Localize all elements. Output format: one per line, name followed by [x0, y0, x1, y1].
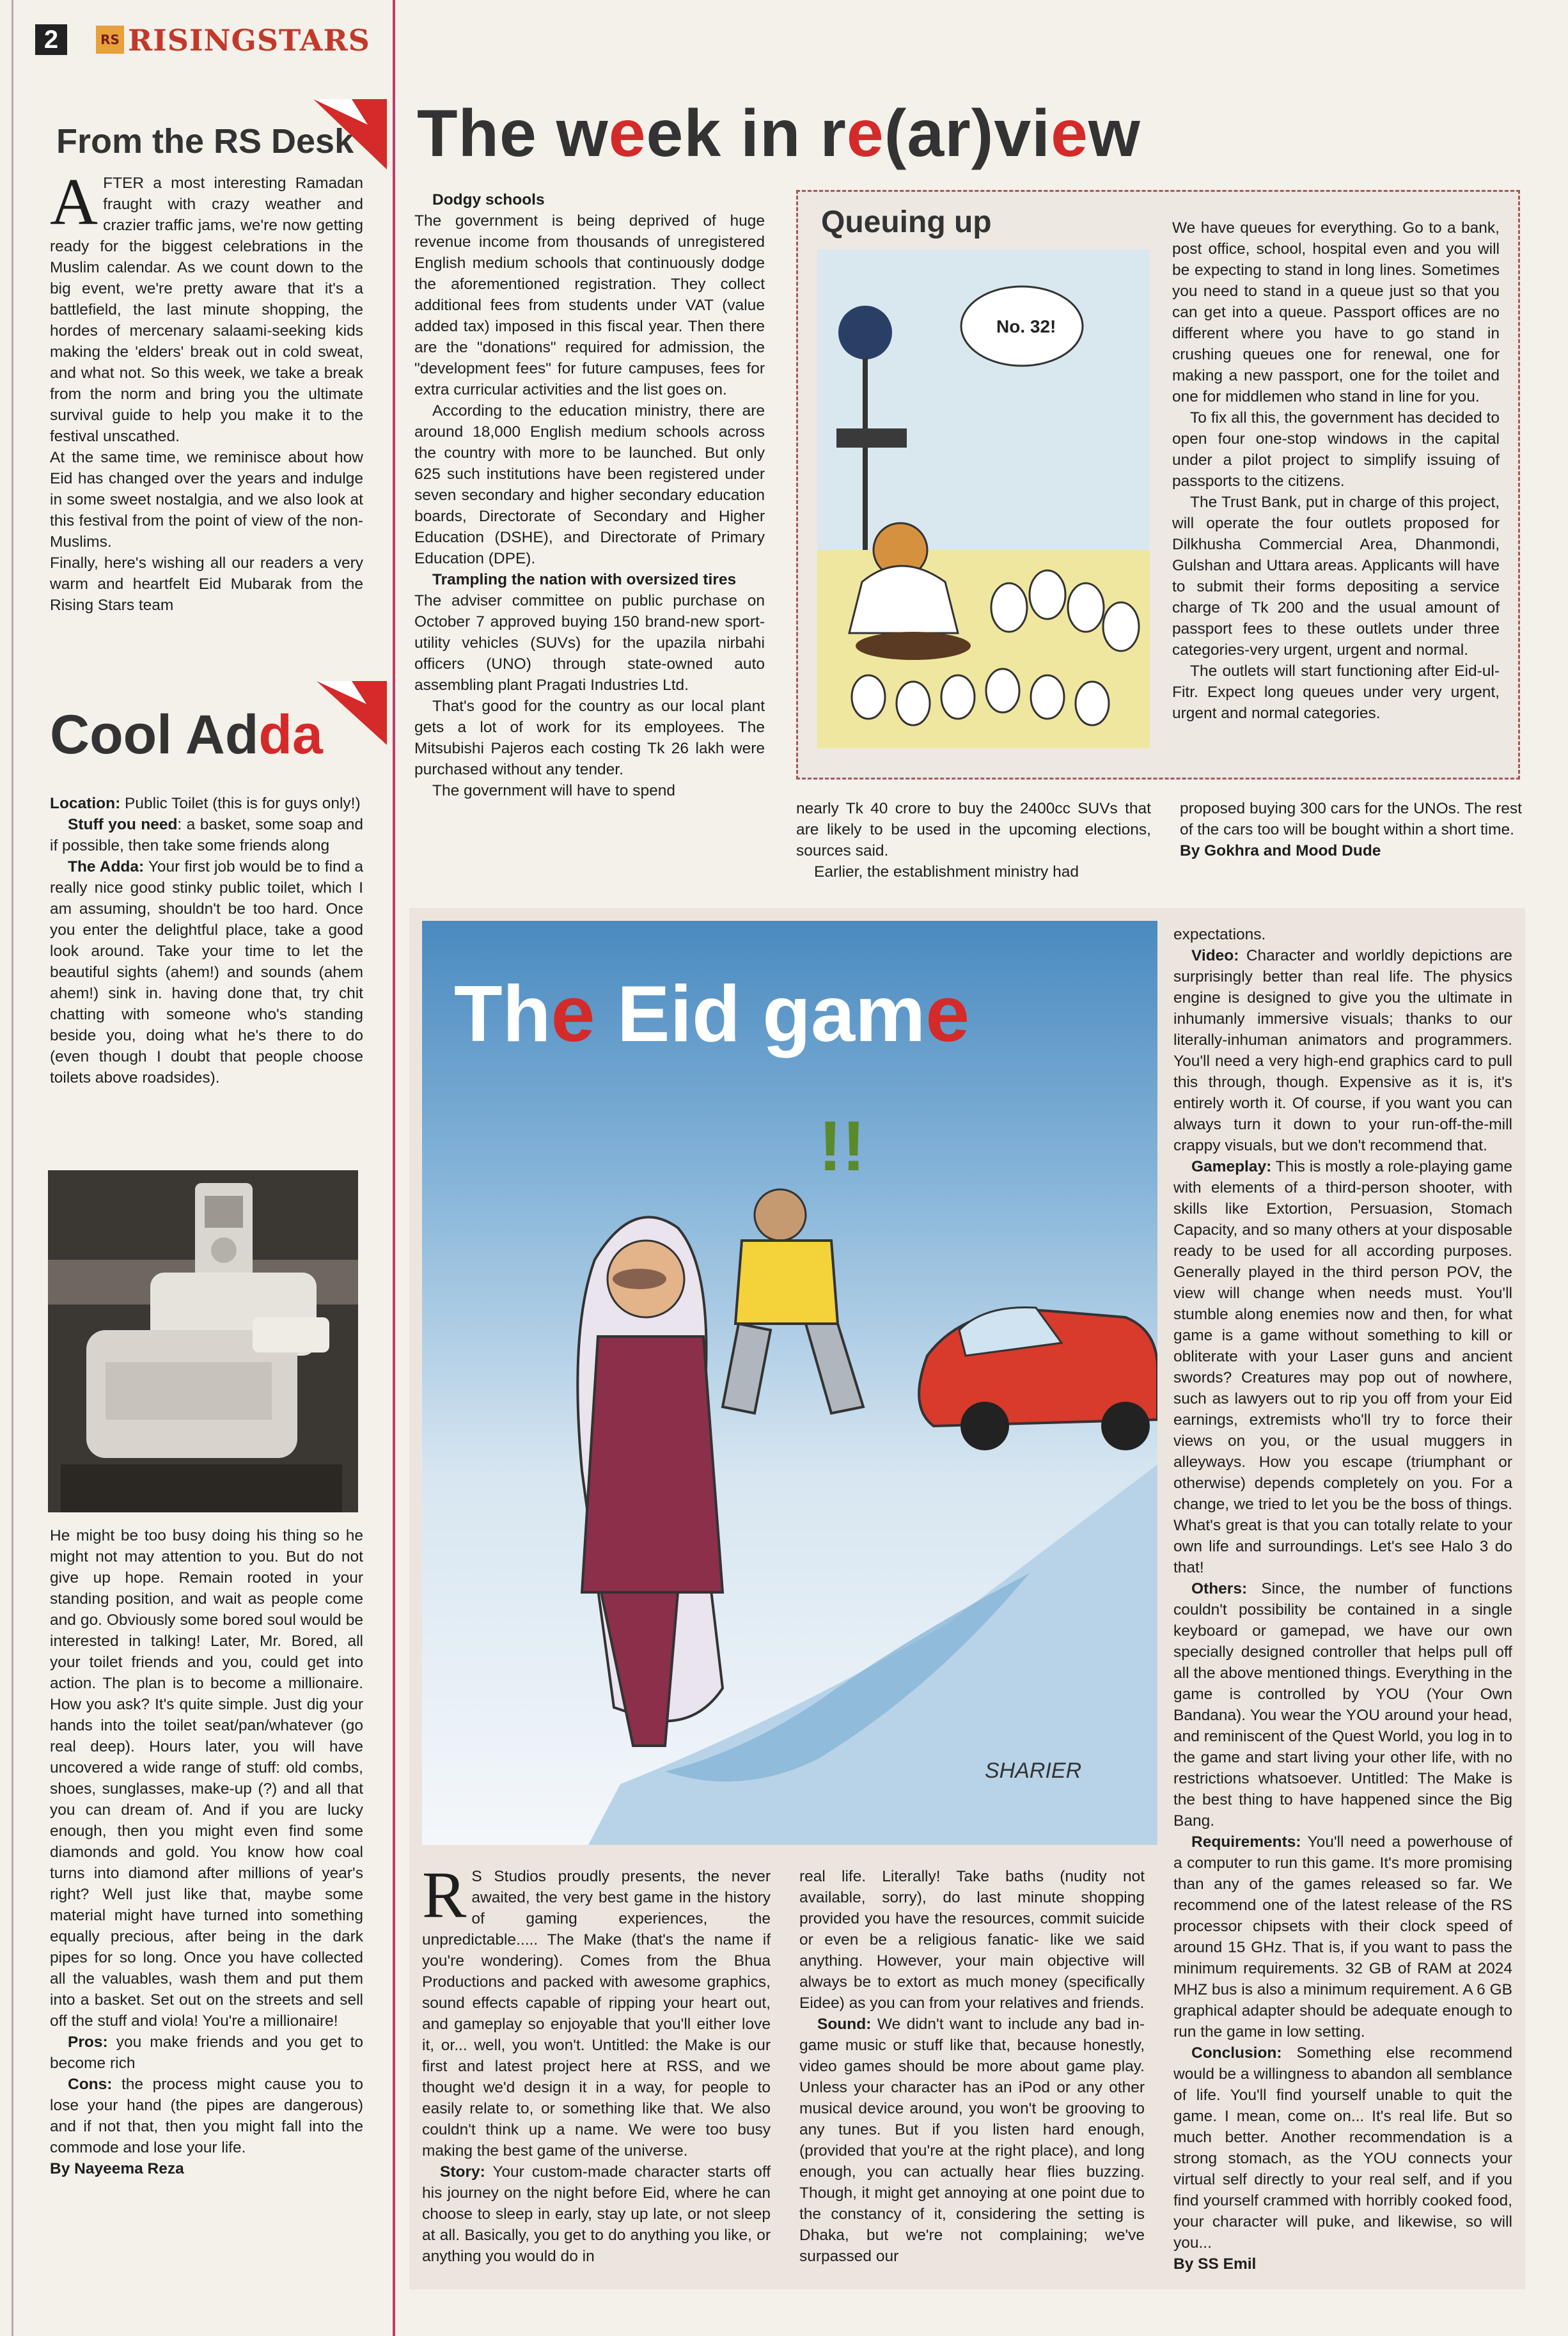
eid-column-1: R S Studios proudly presents, the never awaited, the very best game in the history of gaming experiences, the unpredictable..... The Make (that's the name if you're wondering). Comes from the Bhua Productions and packed with awesome graphics, sound effects capable of ripping your heart out, and gameplay so enjoyable that you'll either love it, or... well, you won't. Untitled: the Make is our first and latest project here at RSS, and we thought we'd design it in a way, for people to easily relate to, or something like that. We also couldn't think up a name. We were too busy making the best game of the universe. Story: Your custom-made character starts off his journey on the night before Eid, where he can choose to sleep in early, stay up late, or not sleep at all. Basically, you get to do anything you like, or anything you would do in — [422, 1858, 771, 2265]
heading-oversized-tires: Trampling the nation with oversized tires — [432, 571, 737, 588]
eid-title: The Eid game — [454, 970, 970, 1058]
section-title: RISINGSTARS — [128, 23, 370, 58]
eid-column-2: real life. Literally! Take baths (nudity not available, sorry), do last minute shopping provided you have the resources, commit suicide or even be a religious fanatic- like we said anything. However, your main objective will always be to extort as much money (specifically Eidee) as you can from your relatives and friends. Sound: We didn't want to include any bad in-game music or stuff like that, because honestly, video games should be more about game play. Unless your character has an iPod or any other musical device around, you won't be grooving to any tunes. But if you listen hard enough, (provided that you're at the right place), and long enough, you can actually hear flies buzzing. Though, it might get annoying at one point due to the constancy of it, considering the setting is Dhaka, but we're not complaining; we've surpassed our — [799, 1868, 1145, 2265]
left-margin-rule — [12, 0, 13, 2336]
page-number: 2 — [35, 24, 67, 55]
eid-dropcap: R — [422, 1858, 467, 1932]
section-logo-icon: RS — [96, 26, 124, 54]
queue-box — [796, 190, 1520, 780]
queue-cartoon — [817, 249, 1150, 748]
desk-body: AFTER a most interesting Ramadan fraught with crazy weather and crazier traffic jams, we're now getting ready for the biggest celebrations in the Muslim calendar. As we count down to the big event, we're pretty aware that it's a battlefield, the last minute shopping, the hordes of mercenary salaami-seeking kids making the 'elders' break out in cold sweat, and what not. So this week, we take a break from the norm and bring you the ultimate survival guide to help you make it to the festival unscathed. At the same time, we reminisce about how Eid has changed over the years and indulge in some sweet nostalgia, and we also look at this festival from the point of view of the non-Muslims. Finally, here's wishing all our readers a very warm and heartfelt Eid Mubarak from the Rising Stars team — [50, 165, 363, 614]
adda-corner-icon — [317, 681, 387, 745]
adda-byline: By Nayeema Reza — [50, 2160, 184, 2177]
adda-body: Location: Public Toilet (this is for guys only!) Stuff you need: a basket, some soap and if possible, then take some friends along The Adda: Your first job would be to find a really nice good stinky public toilet, which I am assuming, shouldn't be too hard. Once you enter the delightful place, take a good look around. Take your time to let the beautiful sights (ahem!) and sounds (ahem ahem!) sink in. having done that, try chit chatting with someone who's standing beside you, doing what he's there to do (even though I doubt that people choose toilets above roadsides). — [50, 795, 363, 1086]
week-byline: By Gokhra and Mood Dude — [1180, 842, 1381, 859]
eid-byline: By SS Emil — [1173, 2255, 1257, 2273]
queue-bubble-text: No. 32! — [996, 317, 1056, 336]
week-column-2: nearly Tk 40 crore to buy the 2400cc SUVs that are likely to be used in the upcoming elections, sources said. Earlier, the establishment ministry had — [796, 800, 1151, 881]
svg-text:!!: !! — [819, 1107, 866, 1186]
eid-cartoon-panel — [422, 921, 1157, 1845]
adda-title: Cool Adda — [50, 704, 323, 765]
toilet-photo — [48, 1170, 358, 1512]
eid-cartoon — [422, 921, 1157, 1845]
adda-body-continued: He might be too busy doing his thing so he might not may attention to you. But do not give up hope. Remain rooted in your standing position, and wait as people come and go. Obviously some bored soul would be interested in talking! Later, Mr. Bored, all your toilet friends and you, could get into action. The plan is to become a millionaire. How you ask? It's quite simple. Just dig your hands into the toilet seat/pan/whatever (go real deep). Hours later, you will have uncovered a wide range of stuff: old combs, shoes, sunglasses, make-up (?) and all that you can dream of. And if you are lucky enough, then you might even find some diamonds and gold. You know how coal turns into diamond after millions of year's right? Well just like that, maybe some material might have turned into something equally precious, after being in the dark pipes for so long. Once you have collected all the valuables, wash them and put them into a basket. Set out on the streets and sell off the stuff and viola! You're a millionaire! Pros: you make friends and you get to become rich Cons: the process might cause you to lose your hand (the pipes are dangerous) and if not that, then you might fall into the commode and lose your life. By Nayeema Reza — [50, 1525, 363, 2179]
desk-corner-icon — [313, 99, 387, 169]
desk-dropcap: A — [50, 165, 98, 239]
week-title: The week in re(ar)view — [417, 97, 1141, 171]
heading-dodgy-schools: Dodgy schools — [432, 191, 545, 208]
week-column-3: proposed buying 300 cars for the UNOs. The rest of the cars too will be bought within a short time. By Gokhra and Mood Dude — [1180, 798, 1522, 861]
eid-column-3: expectations. Video: Character and worldly depictions are surprisingly better than real life. The physics engine is designed to give you the ultimate in inhumanly immersive visuals; thanks to our literally-inhuman animators and programmers. You'll need a very high-end graphics card to pull this through, though. Expensive as it is, it's entirely worth it. Of course, if you want you can always turn it down to your run-off-the-mill crappy visuals, but we don't recommend that. Gameplay: This is mostly a role-playing game with elements of a third-person shooter, with skills like Extortion, Persuasion, Stomach Capacity, and so many others at your disposable ready to be used for all according purposes. Generally played in the third person POV, the view will change when needs must. You'll stumble along enemies now and then, for what game is a game without something to kill or obliterate with your Laser guns and ancient swords? Creatures may pop out of nowhere, such as lawyers out to rip you off from your Eid earnings, extremists who'll try to force their views on you, or the usual muggers in alleyways. How you escape (triumphant or otherwise) depends completely on you. For a change, we tried to let you be the boss of things. What's great is that you can totally relate to your own life and surroundings. Let's see Halo 3 do that! Others: Since, the number of functions couldn't possibility be contained in a single keyboard or gamepad, we have our own specially designed controller that helps pull off all the above mentioned things. Everything in the game is controlled by YOU (Your Own Bandana). You wear the YOU around your head, and reminiscent of the Quest World, you log in to the game and start living your other life, with no restrictions whatsoever. Untitled: The Make is the best thing to have happened since the Big Bang. Requirements: You'll need a powerhouse of a computer to run this game. It's more promising than any of the games released so far. We recommend one of the latest release of the RS processor chipsets with their clock speed of around 15 GHz. That is, if you want to pass the minimum requirements. 32 GB of RAM at 2024 MHZ bus is also a minimum requirement. A 6 GB graphical adapter should be adequate enough to run the game in low setting. Conclusion: Something else recommend would be a willingness to abandon all semblance of life. You'll find yourself unable to quit the game. I mean, come on... It's real life. But so much better. Another recommendation is a strong stomach, as the YOU connects your virtual self directly to your real self, and if you find yourself crammed with horribly cooked food, your character will puke, and likewise, so will you... By SS Emil — [1173, 924, 1512, 2275]
week-column-1: Dodgy schools The government is being deprived of huge revenue income from thousands of unregistered English medium schools that continuously dodge the aforementioned registration. They collect additional fees from students under VAT (value added tax) imposed in this fiscal year. Then there are the "donations" required for admission, the "development fees" for future campuses, fees for extra curricular activities and the list goes on. According to the education ministry, there are around 18,000 English medium schools across the country with more to be launched. But only 625 such institutions have been registered under seven secondary and higher secondary education boards, Directorate of Secondary and Higher Education (DSHE), and Directorate of Primary Education (DPE). Trampling the nation with oversized tires The adviser committee on public purchase on October 7 approved buying 150 brand-new sport-utility vehicles (SUVs) for the upazila nirbahi officers (UNO) through state-owned auto assembling plant Pragati Industries Ltd. That's good for the country as our local plant gets a lot of work for its employees. The Mitsubishi Pajeros each costing Tk 26 lakh were purchased without any tender. The government will have to spend — [414, 189, 765, 801]
queue-text: We have queues for everything. Go to a bank, post office, school, hospital even and you will be expecting to stand in long lines. Sometimes you need to stand in a queue just so that you can get into a queue. Passport offices are no different where you have to go stand in crushing queues one for renewal, one for making a new passport, one for the toilet and one for middlemen who stand in line for you. To fix all this, the government has decided to open four one-stop windows in the capital under a pilot project to simplify issuing of passports to the citizens. The Trust Bank, put in charge of this project, will operate the four outlets proposed for Dilkhusha Commercial Area, Dhanmondi, Gulshan and Uttara areas. Applicants will have to submit their forms depositing a service charge of Tk 200 and the usual amount of passport fees to these outlets under three categories-very urgent, urgent and normal. The outlets will start functioning after Eid-ul-Fitr. Expect long queues under very urgent, urgent and normal categories. — [1172, 219, 1500, 722]
desk-title: From the RS Desk — [56, 122, 354, 161]
queue-title: Queuing up — [821, 205, 992, 239]
eid-cartoon-signature: SHARIER — [985, 1759, 1082, 1783]
column-divider — [393, 0, 395, 2336]
